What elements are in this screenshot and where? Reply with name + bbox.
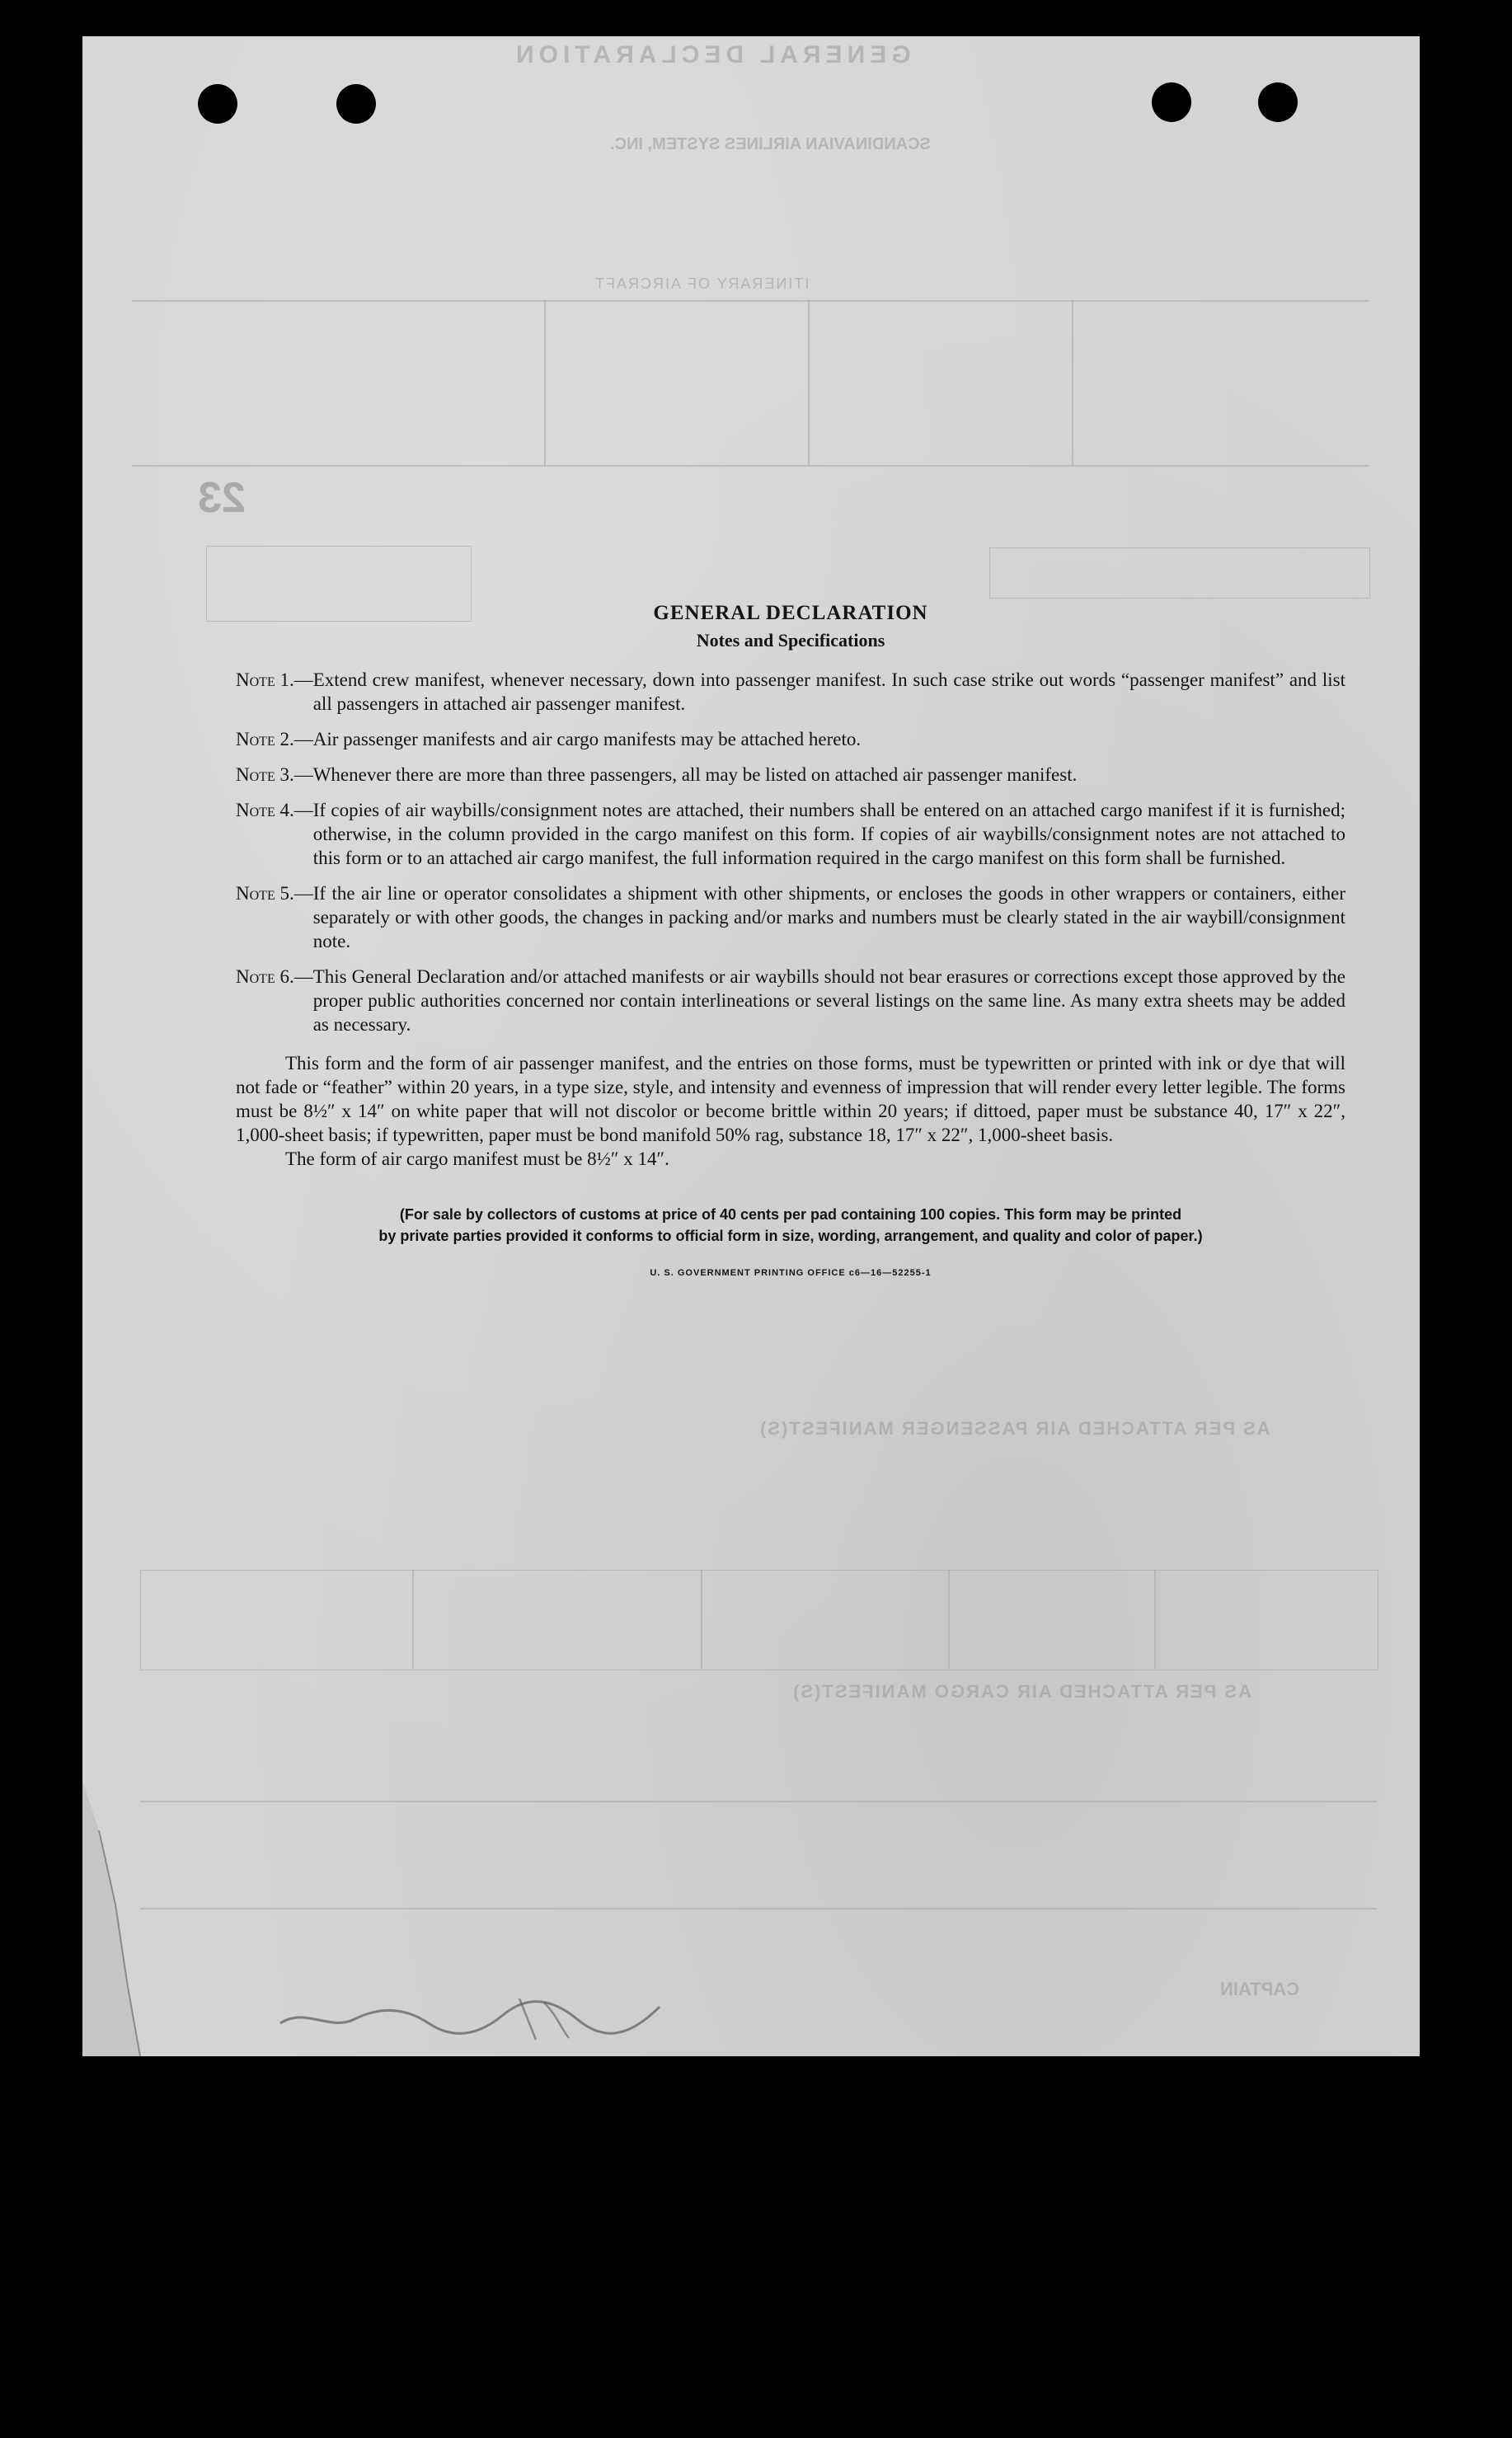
note-text: Whenever there are more than three passengers, all may be listed on attached air passenger manifest.	[312, 764, 1078, 785]
note-text: If copies of air waybills/consignment notes are attached, their numbers shall be entered on an attached cargo manifest if it is furnished; otherwise, in the column provided in the cargo manifest on this form. If copies of air waybills/consignment notes are not attached to this form or to an attached air cargo manifest, the full information required in the cargo manifest on this form shall be furnished.	[312, 800, 1345, 868]
sale-notice	[236, 1204, 1345, 1247]
note-label: Note 6.—	[236, 966, 313, 987]
note-label: Note 5.—	[236, 883, 313, 904]
note-label: Note 1.—	[236, 669, 313, 690]
note-label: Note 4.—	[236, 800, 313, 820]
note-text: Extend crew manifest, whenever necessary, down into passenger manifest. In such case strike out words “passenger manifest” and list all passengers in attached air passenger manifest.	[312, 669, 1345, 714]
printing-office-imprint: U. S. GOVERNMENT PRINTING OFFICE c6—16—52255-1	[650, 1268, 932, 1278]
ghost-rule	[808, 300, 810, 465]
ghost-rule	[132, 465, 1369, 467]
ghost-header-title: GENERAL DECLARATION	[511, 41, 911, 68]
ghost-captain: CAPTAIN	[1220, 1979, 1300, 1999]
note-3	[236, 763, 1345, 787]
punch-hole-center-right	[1152, 82, 1191, 122]
note-4	[236, 798, 1345, 870]
punch-hole-left	[198, 84, 237, 124]
ghost-rule	[140, 1908, 1377, 1910]
ghost-rule	[132, 300, 1369, 302]
corner-fold	[82, 1781, 157, 2056]
note-6	[236, 965, 1345, 1036]
ghost-rule	[948, 1570, 950, 1669]
notes-section	[236, 569, 1345, 1278]
note-label: Note 3.—	[236, 764, 313, 785]
ghost-cargo-table	[140, 1570, 1378, 1670]
note-text: If the air line or operator consolidates a shipment with other shipments, or encloses the goods in other wrappers or containers, either separately or with other goods, the changes in packing and/or marks and numbers must be clearly stated in the air waybill/consignment note.	[312, 883, 1345, 951]
ghost-rule	[701, 1570, 702, 1669]
page-title: GENERAL DECLARATION	[653, 602, 928, 624]
page-subtitle: Notes and Specifications	[696, 630, 885, 651]
ghost-rule	[412, 1570, 414, 1669]
ghost-page-number: 23	[198, 474, 246, 522]
ghost-operator: SCANDINAVIAN AIRLINES SYSTEM, INC.	[610, 135, 931, 153]
document-page	[82, 36, 1420, 2056]
note-text: Air passenger manifests and air cargo manifests may be attached hereto.	[312, 729, 862, 749]
cargo-size-line: The form of air cargo manifest must be 8½″ x 14″.	[285, 1149, 669, 1169]
ghost-itinerary: ITINERARY OF AIRCRAFT	[594, 275, 810, 292]
specification-paragraph: This form and the form of air passenger manifest, and the entries on those forms, must be typewritten or printed with ink or dye that will not fade or “feather” within 20 years, in a type size, style, and intensity and evenness of impression that will render every letter legible. The forms must be 8½″ x 14″ on white paper that will not discolor or become brittle within 20 years; if dittoed, paper must be substance 40, 17″ x 22″, 1,000-sheet basis; if typewritten, paper must be bond manifold 50% rag, substance 18, 17″ x 22″, 1,000-sheet basis.	[236, 1053, 1345, 1145]
sale-notice-line-1: (For sale by collectors of customs at price of 40 cents per pad containing 100 copies. This form may be printed	[399, 1206, 1182, 1223]
ghost-rule	[140, 1801, 1377, 1802]
sale-notice-line-2: by private parties provided it conforms to official form in size, wording, arrangement, and quality and color of paper.)	[378, 1228, 1203, 1244]
ghost-rule	[544, 300, 546, 465]
ghost-rule	[1072, 300, 1073, 465]
ghost-rule	[1154, 1570, 1156, 1669]
note-1	[236, 668, 1345, 716]
punch-hole-right	[1258, 82, 1298, 122]
punch-hole-center-left	[336, 84, 376, 124]
note-2	[236, 727, 1345, 751]
note-label: Note 2.—	[236, 729, 313, 749]
signature-mark	[272, 1982, 701, 2048]
ghost-passenger-manifest: AS PER ATTACHED AIR PASSENGER MANIFEST(S)	[758, 1418, 1270, 1439]
note-5	[236, 881, 1345, 953]
note-text: This General Declaration and/or attached manifests or air waybills should not bear erasures or corrections except those approved by the proper public authorities concerned nor contain interlineations or several listings on the same line. As many extra sheets may be added as necessary.	[312, 966, 1345, 1035]
ghost-cargo-manifest: AS PER ATTACHED AIR CARGO MANIFEST(S)	[791, 1681, 1251, 1702]
